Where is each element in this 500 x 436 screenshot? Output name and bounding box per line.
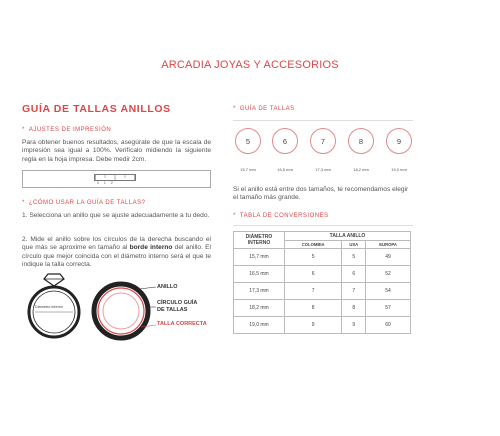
table-row <box>234 283 411 300</box>
cell: 9 <box>285 317 342 334</box>
usage-step-2-b: del anillo. El círculo que mejor coincida con el diámetro interno será el que te indique la talla correcta. <box>22 244 212 268</box>
cell: 5 <box>285 249 342 266</box>
conversion-heading <box>233 213 329 219</box>
size-note: Si el anillo está entre dos tamaños, te recomendamos elegir el tamaño más grande. <box>233 186 409 202</box>
table-row <box>234 317 411 334</box>
cell: 8 <box>285 300 342 317</box>
asterisk-icon: * <box>22 127 25 133</box>
cell: 57 <box>366 300 411 317</box>
cell: 49 <box>366 249 411 266</box>
ring-label: ANILLO <box>157 284 178 290</box>
divider <box>233 225 413 226</box>
cell: 60 <box>366 317 411 334</box>
asterisk-icon: * <box>233 106 236 112</box>
size-mm-8: 18,2 mm <box>353 167 369 172</box>
cell: 15,7 mm <box>234 249 285 266</box>
conversion-table <box>233 231 411 334</box>
size-mm-6: 16,5 mm <box>277 167 293 172</box>
cell: 54 <box>366 283 411 300</box>
usage-step-1: 1. Selecciona un anillo que se ajuste adecuadamente a tu dedo. <box>22 212 210 219</box>
country-header: COLOMBIA <box>285 241 342 249</box>
asterisk-icon: * <box>233 213 236 219</box>
cell: 7 <box>342 283 366 300</box>
size-circle-7: 7 <box>310 128 336 154</box>
cell: 52 <box>366 266 411 283</box>
print-settings-heading-label: AJUSTES DE IMPRESIÓN <box>28 127 112 133</box>
page-title: GUÍA DE TALLAS ANILLOS <box>22 103 171 115</box>
correct-size-label: TALLA CORRECTA <box>157 321 207 327</box>
usage-step-2-bold: borde interno <box>129 244 173 252</box>
cell: 18,2 mm <box>234 300 285 317</box>
usage-heading-label: ¿CÓMO USAR LA GUÍA DE TALLAS? <box>28 200 146 206</box>
guide-circle-label: CÍRCULO GUÍA DE TALLAS <box>157 300 198 313</box>
col-diameter-header: DIÁMETRO INTERNO <box>234 232 285 249</box>
brand-title: ARCADIA JOYAS Y ACCESORIOS <box>161 59 339 71</box>
country-header: EUROPA <box>366 241 411 249</box>
ruler-ticks-icon <box>95 175 135 180</box>
cell: 17,3 mm <box>234 283 285 300</box>
inner-diameter-label: Diámetro interno <box>35 305 64 309</box>
ring-on-guide-icon <box>89 277 159 347</box>
cell: 6 <box>342 266 366 283</box>
cell: 7 <box>285 283 342 300</box>
cell: 6 <box>285 266 342 283</box>
size-mm-7: 17,3 mm <box>315 167 331 172</box>
print-settings-text: Para obtener buenos resultados, asegúrate de que la escala de impresión sea igual a 100%. Verifícalo midiendo la siguiente regla en la hoja impresa. Debe medir 2cm. <box>22 139 211 163</box>
size-mm-5: 15,7 mm <box>240 167 256 172</box>
cell: 9 <box>342 317 366 334</box>
size-guide-heading <box>233 106 295 112</box>
table-row <box>234 266 411 283</box>
size-circle-6: 6 <box>272 128 298 154</box>
col-size-header: TALLA ANILLO <box>285 232 411 241</box>
size-circle-9: 9 <box>386 128 412 154</box>
divider <box>233 120 413 121</box>
cell: 19,0 mm <box>234 317 285 334</box>
conversion-heading-label: TABLA DE CONVERSIONES <box>239 213 329 219</box>
cell: 8 <box>342 300 366 317</box>
size-mm-9: 19,0 mm <box>391 167 407 172</box>
ruler-label: 0 1 2 <box>97 181 115 185</box>
table-row <box>234 300 411 317</box>
usage-step-2 <box>22 236 211 269</box>
table-row <box>234 249 411 266</box>
usage-heading <box>22 200 146 206</box>
cell: 5 <box>342 249 366 266</box>
cell: 16,5 mm <box>234 266 285 283</box>
size-circle-5: 5 <box>235 128 261 154</box>
print-settings-heading <box>22 127 111 133</box>
ruler-2cm <box>94 174 136 181</box>
asterisk-icon: * <box>22 200 25 206</box>
size-circle-8: 8 <box>348 128 374 154</box>
usage-step-2-a: 2. Mide el anillo sobre los círculos de la derecha buscando el que más se aproxime en tamaño al <box>22 236 211 252</box>
country-header: USA <box>342 241 366 249</box>
size-guide-heading-label: GUÍA DE TALLAS <box>239 106 295 112</box>
